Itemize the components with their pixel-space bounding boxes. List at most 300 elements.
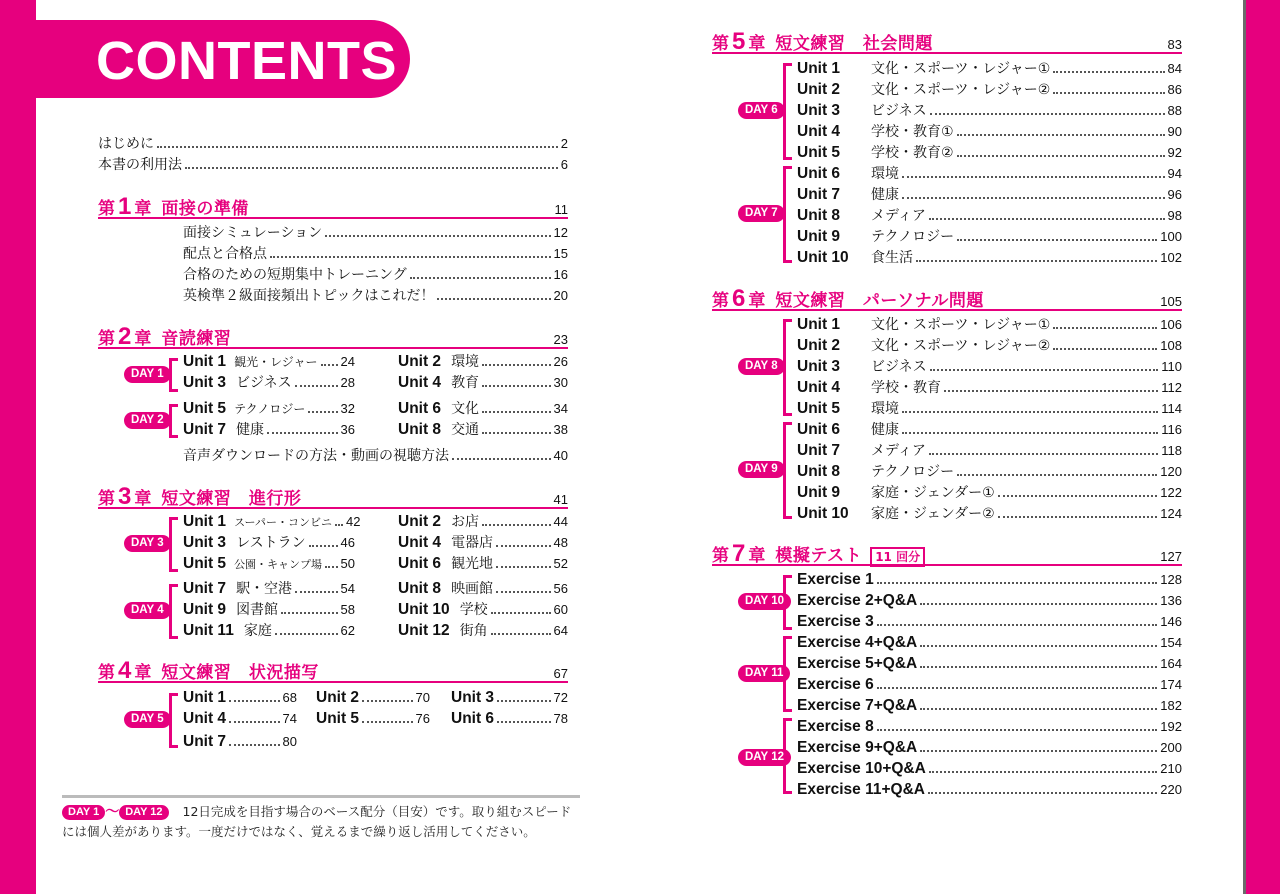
toc-exercise-entry[interactable] [797, 634, 1182, 652]
chapter-number: 5 [732, 28, 746, 55]
dot-leader [998, 516, 1158, 518]
dot-leader [920, 750, 1157, 752]
toc-unit-entry[interactable] [183, 710, 297, 728]
toc-unit-entry[interactable] [398, 400, 568, 418]
unit-label: Unit 5 [316, 710, 360, 727]
toc-unit-entry[interactable] [797, 186, 1182, 204]
unit-label: Unit 10 [398, 601, 450, 618]
page-title: CONTENTS [96, 31, 397, 91]
entry-text: メディア [871, 443, 926, 459]
page-number: 16 [553, 267, 568, 282]
day-badge: DAY 8 [738, 358, 785, 375]
dot-leader [902, 411, 1158, 413]
dot-leader [929, 453, 1158, 455]
page-number: 72 [553, 690, 568, 705]
dot-leader [270, 256, 551, 258]
toc-unit-entry[interactable] [398, 555, 568, 573]
unit-label: Unit 5 [183, 400, 227, 417]
chapter-5-heading[interactable] [712, 28, 1182, 54]
entry-text: メディア [871, 208, 926, 224]
page-number: 15 [553, 246, 568, 261]
entry-text: 環境 [871, 166, 899, 182]
toc-unit-entry[interactable] [183, 513, 361, 532]
toc-unit-entry[interactable] [183, 374, 355, 392]
page-number: 34 [553, 401, 568, 416]
dot-leader [920, 708, 1157, 710]
toc-exercise-entry[interactable] [797, 655, 1182, 673]
day-badge: DAY 9 [738, 461, 785, 478]
toc-unit-entry[interactable] [398, 580, 568, 598]
toc-unit-entry[interactable] [183, 421, 355, 439]
unit-label: Unit 3 [183, 534, 227, 551]
entry-text: 公園・キャンプ場 [234, 558, 323, 571]
toc-unit-entry[interactable] [183, 534, 355, 552]
unit-label: Unit 7 [797, 186, 841, 203]
footnote: DAY 1 〜 DAY 12 12日完成を目指す場合のベース配分（目安）です。取り組むスピードには個人差があります。一度だけではなく、覚えるまで繰り返し活用してください。 [62, 804, 572, 839]
toc-unit-entry[interactable] [183, 353, 355, 371]
toc-unit-entry[interactable] [183, 601, 355, 619]
unit-label: Unit 6 [797, 165, 841, 182]
toc-unit-entry[interactable] [797, 379, 1182, 397]
footnote-divider [62, 795, 580, 798]
toc-unit-entry[interactable] [797, 81, 1182, 99]
right-edge-bar [1246, 0, 1280, 894]
page-number: 46 [340, 535, 355, 550]
unit-label: Unit 5 [797, 400, 841, 417]
toc-unit-entry[interactable] [797, 249, 1182, 267]
dot-leader [877, 624, 1158, 626]
dot-leader [452, 458, 551, 460]
toc-exercise-entry[interactable] [797, 676, 1182, 694]
dot-leader [185, 167, 558, 169]
page-number: 98 [1167, 208, 1182, 223]
dot-leader [229, 744, 279, 746]
chapter-number: 1 [118, 193, 132, 220]
chapter-marker: 第 [98, 489, 115, 509]
unit-label: Exercise 6 [797, 676, 874, 693]
entry-text: 映画館 [451, 581, 494, 597]
chapter-title: 短文練習 状況描写 [161, 663, 319, 683]
dot-leader [482, 432, 550, 434]
chapter-marker: 章 [748, 546, 766, 566]
unit-label: Unit 1 [797, 60, 841, 77]
chapter-number: 3 [118, 483, 132, 510]
chapter-marker: 第 [712, 291, 729, 311]
toc-unit-entry[interactable] [797, 316, 1182, 334]
entry-text: ビジネス [871, 359, 927, 375]
page-number: 32 [340, 401, 355, 416]
toc-entry[interactable] [183, 266, 568, 284]
page-number: 90 [1167, 124, 1182, 139]
toc-unit-entry[interactable] [316, 689, 430, 707]
dot-leader [877, 582, 1158, 584]
page-number: 105 [1160, 294, 1182, 309]
unit-label: Unit 8 [398, 580, 442, 597]
unit-label: Unit 8 [797, 463, 841, 480]
chapter-title: 短文練習 パーソナル問題 [775, 291, 984, 311]
unit-label: Unit 4 [797, 379, 841, 396]
page-number: 128 [1160, 572, 1182, 587]
unit-label: Unit 2 [398, 353, 442, 370]
page-number: 41 [553, 492, 568, 507]
unit-label: Unit 1 [183, 353, 227, 370]
page-number: 80 [282, 734, 297, 749]
page-number: 42 [345, 514, 361, 529]
toc-exercise-entry[interactable] [797, 718, 1182, 736]
unit-label: Unit 6 [398, 400, 442, 417]
unit-label: Unit 12 [398, 622, 450, 639]
page-number: 192 [1160, 719, 1182, 734]
toc-unit-entry[interactable] [797, 102, 1182, 120]
toc-unit-entry[interactable] [183, 580, 355, 598]
entry-text: 電器店 [451, 535, 494, 551]
entry-text: 環境 [871, 401, 899, 417]
toc-unit-entry[interactable] [797, 144, 1182, 162]
page-number: 40 [553, 448, 568, 463]
unit-label: Unit 1 [183, 689, 227, 706]
toc-unit-entry[interactable] [797, 60, 1182, 78]
dot-leader [491, 612, 551, 614]
day-badge: DAY 1 [62, 805, 105, 820]
dot-leader [295, 385, 338, 387]
entry-text: 学校・教育① [871, 124, 954, 140]
entry-text: 健康 [236, 422, 265, 438]
entry-text: 家庭・ジェンダー① [871, 485, 995, 501]
dot-leader [957, 239, 1157, 241]
toc-unit-entry[interactable] [316, 710, 430, 728]
entry-text: 教育 [451, 375, 480, 391]
entry-text: ビジネス [871, 103, 927, 119]
dot-leader [928, 792, 1157, 794]
toc-unit-entry[interactable] [398, 421, 568, 439]
day-badge: DAY 2 [124, 412, 171, 429]
toc-unit-entry[interactable] [183, 622, 355, 640]
dot-leader [930, 113, 1165, 115]
page-number: 136 [1160, 593, 1182, 608]
unit-label: Unit 3 [797, 102, 841, 119]
toc-unit-entry[interactable] [398, 622, 568, 640]
dot-leader [930, 369, 1159, 371]
toc-unit-entry[interactable] [797, 165, 1182, 183]
page-number: 6 [560, 157, 568, 172]
dot-leader [482, 411, 550, 413]
entry-text: スーパー・コンビニ [234, 516, 332, 529]
unit-label: Unit 2 [797, 337, 841, 354]
unit-label: Exercise 7+Q&A [797, 697, 918, 714]
dot-leader [229, 700, 279, 702]
entry-text: 観光地 [451, 556, 494, 572]
page-number: 84 [1167, 61, 1182, 76]
dot-leader [920, 603, 1157, 605]
unit-label: Unit 7 [183, 421, 227, 438]
day-badge: DAY 5 [124, 711, 171, 728]
page-number: 38 [553, 422, 568, 437]
dot-leader [496, 545, 550, 547]
dot-leader [496, 566, 550, 568]
unit-label: Unit 11 [183, 622, 234, 639]
chapter-4-heading[interactable] [98, 657, 568, 683]
page-number: 174 [1160, 677, 1182, 692]
dot-leader [929, 218, 1165, 220]
toc-unit-entry[interactable] [183, 689, 297, 707]
entry-text: 文化・スポーツ・レジャー① [871, 317, 1051, 333]
page-number: 182 [1160, 698, 1182, 713]
page-number: 58 [340, 602, 355, 617]
page-number: 76 [415, 711, 430, 726]
entry-text: 文化・スポーツ・レジャー② [871, 338, 1051, 354]
unit-label: Unit 7 [183, 580, 227, 597]
dot-leader [267, 432, 337, 434]
toc-entry[interactable] [183, 287, 568, 305]
chapter-marker: 第 [712, 546, 729, 566]
entry-text: 音声ダウンロードの方法・動画の視聴方法 [183, 448, 449, 464]
unit-label: Exercise 1 [797, 571, 874, 588]
chapter-marker: 第 [712, 34, 729, 54]
entry-text: 学校・教育 [871, 380, 941, 396]
unit-label: Unit 7 [797, 442, 841, 459]
unit-label: Unit 1 [183, 513, 227, 530]
toc-unit-entry[interactable] [797, 442, 1182, 460]
day-badge: DAY 12 [119, 805, 168, 820]
chapter-number: 2 [118, 323, 132, 350]
toc-unit-entry[interactable] [398, 374, 568, 392]
dot-leader [335, 524, 343, 526]
chapter-title: 短文練習 進行形 [161, 489, 302, 509]
page-number: 56 [553, 581, 568, 596]
page-number: 50 [340, 556, 355, 571]
page-number: 36 [340, 422, 355, 437]
entry-text: 健康 [871, 422, 899, 438]
toc-unit-entry[interactable] [797, 337, 1182, 355]
chapter-1-heading[interactable] [98, 193, 568, 219]
page-number: 67 [553, 666, 568, 681]
chapter-marker: 章 [134, 329, 152, 349]
unit-label: Unit 9 [183, 601, 227, 618]
page-number: 28 [340, 375, 355, 390]
toc-entry[interactable] [183, 447, 568, 465]
toc-unit-entry[interactable] [451, 689, 568, 707]
toc-exercise-entry[interactable] [797, 697, 1182, 715]
toc-unit-entry[interactable] [183, 400, 355, 418]
dot-leader [157, 146, 558, 148]
entry-text: 環境 [451, 354, 480, 370]
dot-leader [902, 432, 1158, 434]
entry-text: 図書館 [236, 602, 279, 618]
chapter-3-heading[interactable] [98, 483, 568, 509]
day-badge: DAY 3 [124, 535, 171, 552]
chapter-number: 6 [732, 285, 746, 312]
unit-label: Unit 2 [316, 689, 360, 706]
page-number: 210 [1160, 761, 1182, 776]
day-badge: DAY 7 [738, 205, 785, 222]
dot-leader [1053, 327, 1157, 329]
day-badge: DAY 10 [738, 593, 791, 610]
dot-leader [491, 633, 551, 635]
toc-exercise-entry[interactable] [797, 613, 1182, 631]
toc-unit-entry[interactable] [797, 463, 1182, 481]
unit-label: Unit 10 [797, 505, 849, 522]
unit-label: Unit 8 [398, 421, 442, 438]
toc-entry[interactable] [183, 245, 568, 263]
entry-text: 合格のための短期集中トレーニング [183, 267, 407, 283]
toc-exercise-entry[interactable] [797, 781, 1182, 799]
entry-text: テクノロジー [871, 229, 955, 245]
unit-label: Unit 9 [797, 484, 841, 501]
dot-leader [877, 729, 1158, 731]
unit-label: Unit 6 [451, 710, 495, 727]
toc-unit-entry[interactable] [451, 710, 568, 728]
toc-entry[interactable] [98, 135, 568, 153]
dot-leader [920, 666, 1157, 668]
chapter-title: 短文練習 社会問題 [775, 34, 933, 54]
chapter-marker: 第 [98, 663, 115, 683]
toc-unit-entry[interactable] [797, 421, 1182, 439]
page-number: 127 [1160, 549, 1182, 564]
page-number: 30 [553, 375, 568, 390]
unit-label: Unit 8 [797, 207, 841, 224]
toc-unit-entry[interactable] [797, 358, 1182, 376]
dot-leader [916, 260, 1157, 262]
page-number: 120 [1160, 464, 1182, 479]
dot-leader [482, 385, 550, 387]
toc-entry[interactable] [183, 224, 568, 242]
page-number: 60 [553, 602, 568, 617]
page-number: 124 [1160, 506, 1182, 521]
unit-label: Exercise 9+Q&A [797, 739, 918, 756]
entry-text: 文化・スポーツ・レジャー② [871, 82, 1051, 98]
unit-label: Unit 2 [797, 81, 841, 98]
chapter-7-heading[interactable] [712, 540, 1182, 566]
dot-leader [325, 235, 550, 237]
entry-text: 文化 [451, 401, 480, 417]
dot-leader [902, 197, 1165, 199]
page-number: 100 [1160, 229, 1182, 244]
entry-text: 学校 [459, 602, 488, 618]
toc-unit-entry[interactable] [398, 534, 568, 552]
entry-text: 学校・教育② [871, 145, 954, 161]
chapter-6-heading[interactable] [712, 285, 1182, 311]
toc-unit-entry[interactable] [398, 513, 568, 531]
unit-label: Exercise 2+Q&A [797, 592, 918, 609]
toc-unit-entry[interactable] [797, 400, 1182, 418]
entry-text: テクノロジー [234, 402, 306, 416]
dot-leader [920, 645, 1157, 647]
page-number: 118 [1161, 443, 1182, 458]
page-number: 44 [553, 514, 568, 529]
chapter-title: 音読練習 [161, 329, 232, 349]
dot-leader [496, 591, 550, 593]
unit-label: Unit 4 [183, 710, 227, 727]
footnote-text: 12日完成を目指す場合のベース配分（目安）です。取り組むスピードには個人差があります。一度だけではなく、覚えるまで繰り返し活用してください。 [62, 804, 572, 839]
toc-unit-entry[interactable] [398, 601, 568, 619]
dot-leader [308, 411, 337, 413]
unit-label: Unit 4 [398, 374, 442, 391]
page-number: 220 [1160, 782, 1182, 797]
unit-label: Exercise 10+Q&A [797, 760, 926, 777]
dot-leader [957, 474, 1157, 476]
toc-exercise-entry[interactable] [797, 592, 1182, 610]
dot-leader [410, 277, 551, 279]
session-count-badge: 11 回分 [870, 547, 925, 567]
page-number: 200 [1160, 740, 1182, 755]
page-number: 64 [553, 623, 568, 638]
entry-text: 健康 [871, 187, 899, 203]
dot-leader [362, 721, 412, 723]
entry-text: 本書の利用法 [98, 157, 182, 173]
page-number: 83 [1167, 37, 1182, 52]
entry-text: 街角 [459, 623, 488, 639]
dot-leader [437, 298, 550, 300]
toc-exercise-entry[interactable] [797, 739, 1182, 757]
unit-label: Unit 7 [183, 733, 227, 750]
page-number: 106 [1160, 317, 1182, 332]
toc-unit-entry[interactable] [398, 353, 568, 371]
unit-label: Unit 10 [797, 249, 849, 266]
unit-label: Unit 9 [797, 228, 841, 245]
right-page [640, 0, 1280, 894]
page-number: 164 [1160, 656, 1182, 671]
unit-label: Unit 4 [398, 534, 442, 551]
unit-label: Exercise 8 [797, 718, 874, 735]
toc-unit-entry[interactable] [797, 207, 1182, 225]
toc-unit-entry[interactable] [183, 733, 297, 751]
entry-text: お店 [451, 514, 480, 530]
chapter-2-heading[interactable] [98, 323, 568, 349]
entry-text: レストラン [236, 535, 306, 551]
dot-leader [497, 721, 550, 723]
dot-leader [321, 364, 338, 366]
entry-text: 英検準２級面接頻出トピックはこれだ！ [183, 288, 435, 304]
dot-leader [229, 721, 279, 723]
dot-leader [281, 612, 337, 614]
entry-text: 交通 [451, 422, 480, 438]
chapter-marker: 章 [134, 663, 152, 683]
toc-exercise-entry[interactable] [797, 571, 1182, 589]
toc-unit-entry[interactable] [797, 123, 1182, 141]
dot-leader [309, 545, 338, 547]
unit-label: Unit 4 [797, 123, 841, 140]
page-number: 48 [553, 535, 568, 550]
page-number: 116 [1161, 422, 1182, 437]
toc-entry[interactable] [98, 156, 568, 174]
page-number: 26 [553, 354, 568, 369]
day-badge: DAY 6 [738, 102, 785, 119]
page-number: 92 [1167, 145, 1182, 160]
toc-unit-entry[interactable] [183, 555, 355, 574]
unit-label: Unit 3 [183, 374, 227, 391]
page-number: 78 [553, 711, 568, 726]
entry-text: 文化・スポーツ・レジャー① [871, 61, 1051, 77]
toc-exercise-entry[interactable] [797, 760, 1182, 778]
toc-unit-entry[interactable] [797, 505, 1182, 523]
dot-leader [957, 134, 1165, 136]
unit-label: Exercise 4+Q&A [797, 634, 918, 651]
day-badge: DAY 1 [124, 366, 171, 383]
page-number: 74 [282, 711, 297, 726]
unit-label: Unit 3 [797, 358, 841, 375]
unit-label: Unit 5 [183, 555, 227, 572]
dot-leader [998, 495, 1158, 497]
toc-unit-entry[interactable] [797, 228, 1182, 246]
unit-label: Unit 5 [797, 144, 841, 161]
page-number: 122 [1160, 485, 1182, 500]
entry-text: 食生活 [871, 250, 913, 266]
chapter-marker: 第 [98, 199, 115, 219]
dot-leader [957, 155, 1165, 157]
page-number: 11 [554, 202, 568, 217]
toc-unit-entry[interactable] [797, 484, 1182, 502]
day-badge: DAY 11 [738, 665, 790, 682]
